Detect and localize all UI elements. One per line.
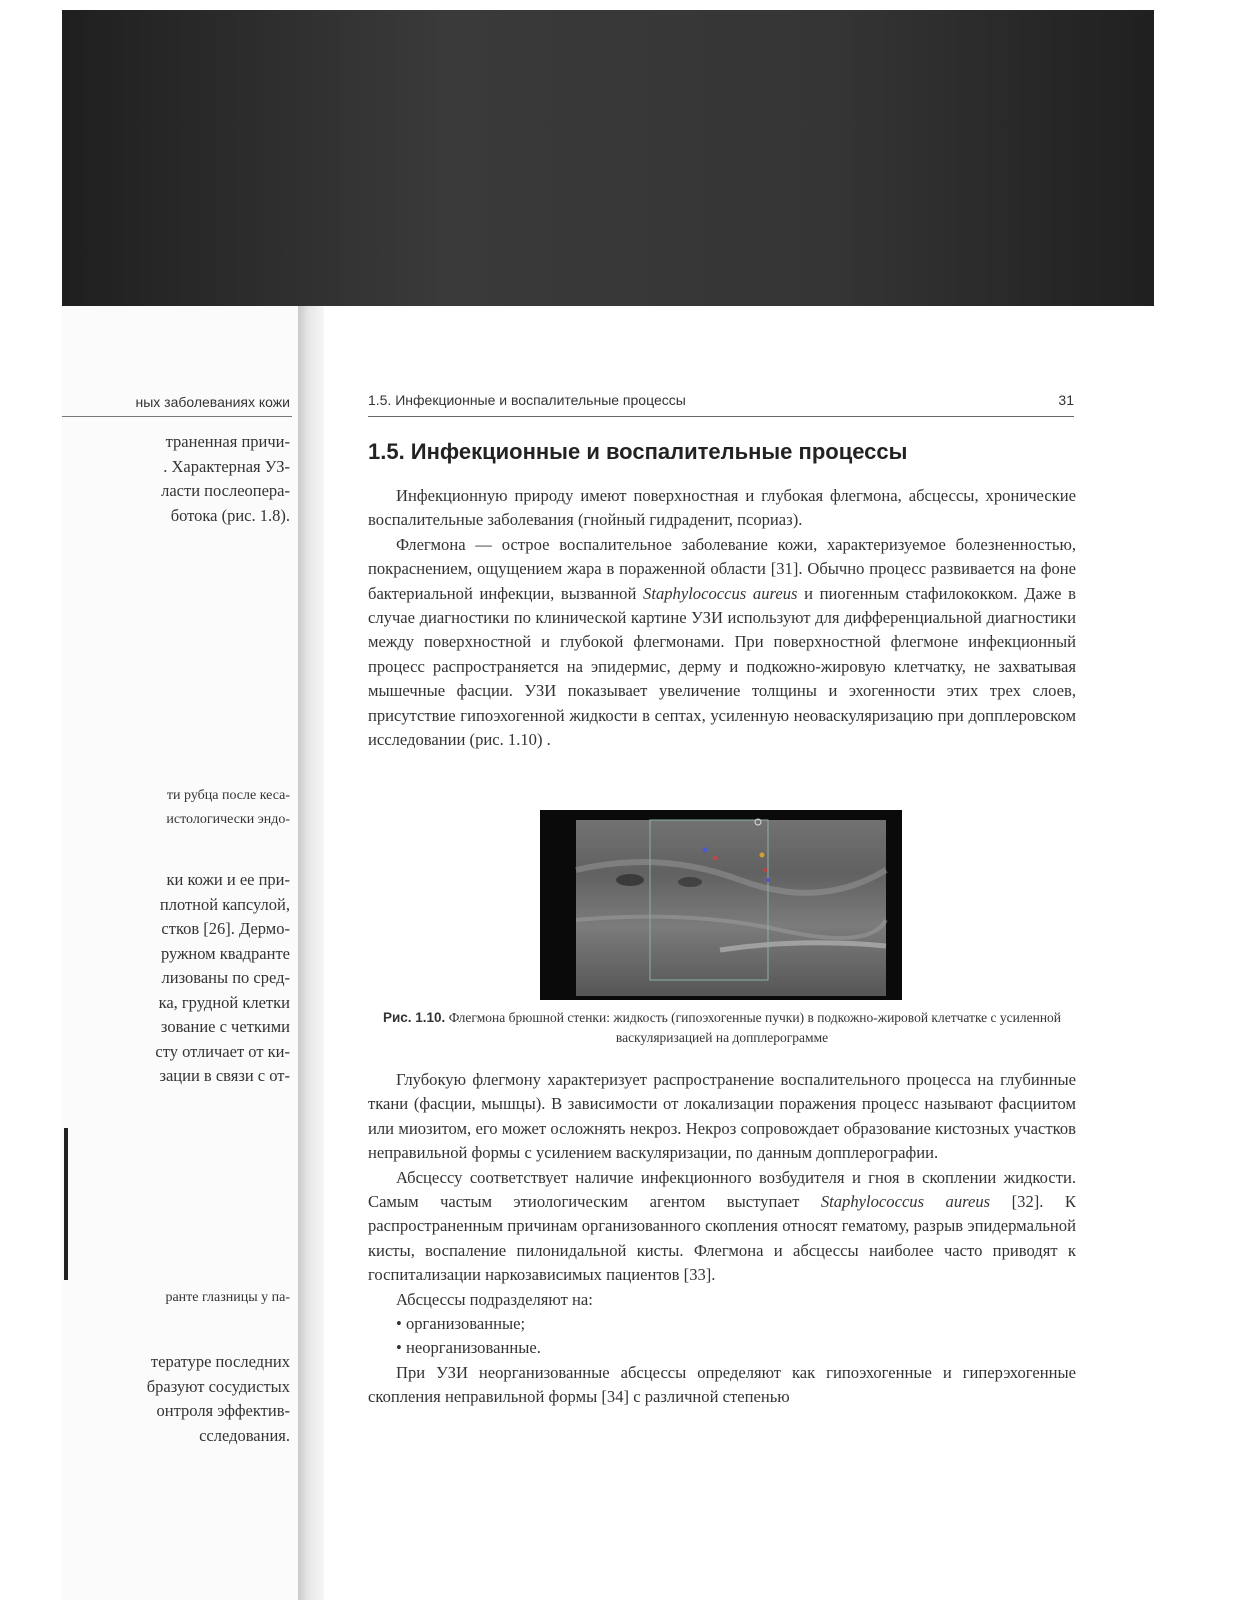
body-text-top (368, 484, 1076, 752)
caption-text: Флегмона брюшной стенки: жидкость (гипоэхогенные пучки) в подкожно-жировой клетчатке с усиленной васкуляризацией на допплерограмме (448, 1010, 1062, 1045)
left-line: ранте глазницы у па- (165, 1290, 290, 1305)
left-line: тературе последних (150, 1352, 290, 1371)
left-line: . Характерная УЗ- (163, 456, 290, 476)
left-line: бразуют сосудистых (146, 1376, 290, 1396)
ultrasound-figure (540, 810, 902, 1000)
paragraph-3: Глубокую флегмону характеризует распространение воспалительного процесса на глубинные ткани (фасции, мышцы). В зависимости от локализации поражения процесс называют фасциитом или миозитом, его может осложнять некроз. Некроз сопровождает образование кистозных участков неправильной формы с усилением васкуляризации, по данным допплерографии. (368, 1070, 1076, 1163)
paragraph-4-text: Абсцессу соответствует наличие инфекционного возбудителя и гноя в скоплении жидкости. Самым частым этиологическим агентом выступает (368, 1167, 1076, 1212)
list-item: • организованные; (396, 1314, 526, 1334)
left-line: лизованы по сред- (161, 968, 290, 987)
left-running-head: ных заболеваниях кожи (135, 394, 290, 410)
paragraph-4-text-cont: [32]. К распространенным причинам организованного скопления относят гематому, разрыв эпидермальной кисты, воспаление пилонидальной кисты. Флегмона и абсцессы наиболее часто приводят к госпитализации наркозависимых пациентов [33]. (368, 1192, 1076, 1285)
paragraph-2 (368, 533, 1076, 753)
right-page (324, 306, 1154, 1600)
right-running-header (368, 392, 1074, 414)
species-name: Staphylococcus aureus (820, 1192, 991, 1212)
left-text-block-1 (161, 430, 290, 528)
left-text-block-4 (165, 1286, 290, 1310)
left-header-rule (62, 416, 292, 417)
left-line: онтроля эффектив- (156, 1401, 290, 1420)
left-line: плотной капсулой, (159, 894, 290, 914)
left-line: ласти послеопера- (161, 481, 290, 500)
left-line: стков [26]. Дермо- (161, 919, 290, 938)
left-line: сту отличает от ки- (155, 1041, 290, 1061)
left-text-block-3 (155, 868, 290, 1089)
figure-caption (368, 1008, 1076, 1048)
left-margin-bar (64, 1128, 68, 1280)
left-text-block-5 (147, 1350, 290, 1448)
left-line: ка, грудной клетки (158, 992, 290, 1012)
paragraph-6: При УЗИ неорганизованные абсцессы определяют как гипоэхогенные и гиперэхогенные скопления неправильной формы [34] с различной степенью (368, 1362, 1076, 1407)
left-line: зации в связи с от- (159, 1066, 290, 1085)
left-line: ки кожи и ее при- (166, 870, 290, 889)
left-line: сследования. (199, 1425, 290, 1445)
right-header-rule (368, 416, 1074, 417)
left-line: ружном квадранте (160, 943, 290, 963)
left-text-block-2 (166, 784, 290, 832)
scanner-dark-band (62, 10, 1154, 306)
paragraph-2-text-cont: и пиогенным стафилококком. Даже в случае диагностики по клинической картине УЗИ используют для дифференциальной диагностики между поверхностной и глубокой флегмонами. При поверхностной флегмоне инфекционный процесс распространяется на эпидермис, дерму и подкожно-жировую клетчатку, не захватывая мышечные фасции. УЗИ показывает увеличение толщины и эхогенности этих трех слоев, присутствие гипоэхогенной жидкости в септах, усиленную неоваскуляризацию при допплеровском исследовании (рис. 1.10) . (368, 583, 1077, 750)
left-line: траненная причи- (165, 432, 290, 451)
paragraph-5: Абсцессы подразделяют на: (396, 1289, 593, 1309)
section-title: 1.5. Инфекционные и воспалительные процессы (368, 439, 908, 464)
left-line: истологически эндо- (166, 812, 290, 827)
list-item: • неорганизованные. (396, 1338, 541, 1358)
paragraph-1: Инфекционную природу имеют поверхностная и глубокая флегмона, абсцессы, хронические воспалительные заболевания (гнойный гидраденит, псориаз). (368, 486, 1076, 530)
body-text-bottom (368, 1068, 1076, 1410)
left-page (62, 306, 298, 1600)
running-head-title: 1.5. Инфекционные и воспалительные процессы (368, 392, 686, 408)
caption-label: Рис. 1.10. (382, 1010, 446, 1025)
book-gutter (298, 306, 324, 1600)
paragraph-2-text: Флегмона — острое воспалительное заболевание кожи, характеризуемое болезненностью, покраснением, ощущением жара в пораженной области [31]. Обычно процесс развивается на фоне бактериальной инфекции, вызванной (368, 534, 1076, 603)
left-line: зование с четкими (160, 1017, 290, 1036)
left-line: ботока (рис. 1.8). (170, 505, 290, 525)
left-line: ти рубца после кеса- (166, 788, 290, 803)
species-name: Staphylococcus aureus (643, 583, 798, 603)
ultrasound-image (540, 810, 902, 1000)
paragraph-4 (368, 1166, 1076, 1288)
page-number: 31 (1058, 392, 1074, 408)
